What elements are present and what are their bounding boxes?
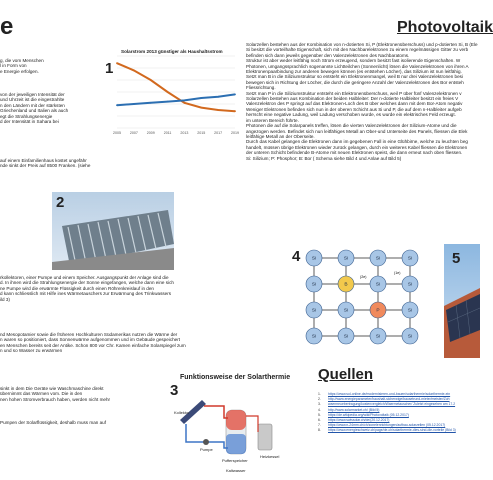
reference-url[interactable]: https://www.swissolar.ch/de/(20.12.2017)	[328, 418, 390, 423]
x-tick-label: 2005	[113, 131, 121, 135]
collector-illustration	[52, 192, 174, 270]
atom-label: Si	[343, 308, 349, 314]
text-line: Si: Silizium; P: Phosphor; B: Bor ( Schema siehe Bild 4 und Anlae auf Bild 5)	[246, 155, 402, 161]
atom-label: Si	[407, 282, 413, 288]
text-line: herrscht eine negative Ladung, weil Ladung verschoben wurde, es wurde ein elektrisches Feld erzeugt.	[246, 112, 456, 118]
label-pufferspeicher: Pufferspeicher	[222, 458, 248, 463]
label-kollektor: Kollektor	[174, 410, 190, 415]
data-point	[184, 100, 186, 102]
atom-label: Si	[407, 256, 413, 262]
text-line: Fliessrichtung.	[246, 85, 276, 91]
text-line: Photonen, umgangssprachlich sogenannte Lichtteilchen (Sonnenlicht) lösen die Valenzelektronen von ihren A	[246, 63, 469, 69]
figure-3-number: 3	[170, 382, 179, 399]
atom-label: Si	[375, 334, 381, 340]
text-line: Weniger Elektronen befinden sich nun in der oberen Schicht aus Si und P, die auf dem n-Halbleiter aufgeb	[246, 106, 462, 112]
figure-1-chart	[103, 42, 241, 140]
chart-plot	[103, 42, 241, 140]
data-point	[116, 62, 118, 64]
data-point	[133, 70, 135, 72]
data-point	[150, 79, 152, 81]
text-line: Valenzelektron des P springt auf das Elektronen-Loch des B über welches dann mit dem Bor-Atom negativ	[246, 101, 463, 107]
data-point	[217, 109, 219, 111]
rooftop-illustration	[444, 244, 480, 358]
reference-url[interactable]: https://www.energieschweiz.ch/page/de-ch/solarthermie-dies-sind-die-vorteile (Bild 3)	[328, 428, 456, 433]
figure-4-silicon-lattice	[290, 244, 438, 358]
text-block-2: von der jeweiligen Intensität der und Uhrzeit ist die eingestrahlte n den Ländern mit der stärksten Griechenland und Italien als auch egt die Strahlungsenergie d der Intensität in Sahara bei	[0, 92, 69, 125]
atom-label: Si	[407, 308, 413, 314]
reference-url[interactable]: https://www.sol-online.de/modernisieren-und-bauen/solarthermie/solarthermie-ein	[328, 392, 451, 396]
data-point	[167, 101, 169, 103]
atom-label: Si	[311, 282, 317, 288]
reference-number: 8.	[318, 428, 321, 433]
quellen-heading: Quellen	[318, 366, 374, 383]
data-point	[200, 107, 202, 109]
atom-label: Si	[343, 334, 349, 340]
data-point	[234, 110, 236, 112]
x-tick-label: 2013	[180, 131, 189, 135]
text-line: Si besitzt die vorteilhafte Eigenschaft, sich mit den Nachbarelektronen zu einem regelmässigen Gitter zu verb	[246, 47, 469, 53]
atom-label: Si	[375, 282, 381, 288]
diagram-title: Funktionsweise der Solarthermie	[180, 374, 291, 381]
text-block-7: Pumpen der Solarflüssigkeit, deshalb muss man auf	[0, 420, 106, 425]
data-point	[184, 102, 186, 104]
text-line: Solarzellen bestehen aus Kombination der beiden Halbleiter: Der n-dotierte Halbleiter besitzt ein freies V	[246, 96, 459, 102]
figure-4-number: 4	[292, 248, 301, 265]
reference-link[interactable]	[318, 428, 480, 433]
photovoltaik-heading: Photovoltaik	[397, 19, 493, 36]
atom-label: B	[344, 282, 348, 288]
atom-label: Si	[311, 334, 317, 340]
label-kaltwasser: Kaltwasser	[226, 468, 246, 473]
label-heizkessel: Heizkessel	[260, 454, 280, 459]
x-tick-label: 2007	[129, 131, 138, 135]
electron-label: (2e)	[360, 275, 367, 279]
reference-number: 6.	[318, 418, 321, 423]
figure-3-solarthermie-diagram	[166, 372, 291, 478]
text-line: befinden sich dann jeweils gegenüber den Valenzelektronen des Nachbaratoms.	[246, 52, 410, 58]
reference-url[interactable]: https://de.wikipedia.org/wiki/Photovoltaik (05.12.2017)	[328, 412, 409, 417]
text-line: Struktur ist aber weder leitfähig noch Strom erzeugend, sondern besitzt fast isolierende Eigenschaften. W	[246, 58, 461, 64]
text-line: Solarzellen bestehen aus der Kombination von n-dotierten Si, P (Elektronenüberschuss) und p-dotierten Si, B (Ele	[246, 42, 478, 47]
x-tick-label: 2009	[146, 131, 155, 135]
reference-number: 3.	[318, 402, 321, 407]
text-block-5: nd Mesopotamier sowie die früheren Hochkulturen Südamerikas nutzen die Wärme der n waren so positioniert, dass Sonnenwärme aufgenommen und im Gebäude gespeichert en Menschen bereits seit der Antike. Schon 800 vor Chr. Kamen einfache Solarspiegel zum n und so Wasser zu erwärmen	[0, 332, 186, 354]
text-line: Photonen die auf die Solarpanels treffen, lösen die vierten Valenzelektronen der Silizium-Atome und die	[246, 123, 457, 129]
reference-number: 7.	[318, 423, 321, 428]
chart-title: Solarstrom 2013 günstiger als Haushaltsstrom	[121, 49, 223, 54]
data-point	[133, 103, 135, 105]
data-point	[116, 104, 118, 106]
data-point	[167, 91, 169, 93]
page-title-fragment: e	[0, 13, 14, 40]
figure-1-number: 1	[105, 60, 114, 77]
atom-label: Si	[311, 256, 317, 262]
text-line: der unteren Schicht befindende B-Atome mit neuen Elektronen speist, die dann erneut nach oben fliessen.	[246, 150, 463, 156]
photovoltaik-text	[246, 42, 480, 161]
figure-2-solar-collector-photo	[52, 192, 174, 270]
text-line: leitfähige Metall an der Oberseite.	[246, 133, 315, 139]
reference-number: 5.	[318, 412, 321, 417]
reference-number: 4.	[318, 407, 321, 412]
figure-2-number: 2	[56, 194, 65, 211]
series-line	[117, 94, 235, 105]
atom-label: Si	[343, 256, 349, 262]
reference-number: 1.	[318, 392, 321, 396]
x-tick-label: 2011	[163, 131, 172, 135]
data-point	[200, 97, 202, 99]
text-line: Setzt man P in die Siliziumstruktur entsteht ein Elektronenüberschuss, weil P über fünf Valenzelektronen v	[246, 90, 462, 96]
lattice-diagram	[290, 244, 438, 358]
data-point	[217, 96, 219, 98]
x-tick-label: 2019	[231, 131, 239, 135]
text-block-3: auf einem Einfamilienhaus kostet ungefähr nde sinkt der Preis auf 8500 Franken. (siehe	[0, 158, 91, 169]
atom-label: P	[376, 308, 380, 314]
reference-number: 2.	[318, 397, 321, 402]
text-line: bewegen sich in Richtung der Löcher, die durch die geringere Anzahl der Valenzelektronen des Bor entsteh	[246, 79, 464, 85]
text-block-6: sinkt in dem Die Geräte wie Waschmaschine direkt übernimmt das Wärmen vom. Die in den nen hohen Stromverbrauch haben, werden nicht mehr	[0, 386, 111, 402]
text-line: Elektronenpaarbindung zur anderen bewegen können (es entstehen Löcher), das Silizium ist nun leitfähig.	[246, 69, 462, 75]
text-line: Setzt man B in die Siliziumstruktur so entsteht ein Elektronenmangel, weil B nur drei Valenzelektronen besi	[246, 74, 463, 80]
text-line: im unteren Bereich führte.	[246, 117, 299, 123]
atom-label: Si	[311, 308, 317, 314]
atom-label: Si	[407, 334, 413, 340]
figure-5-number: 5	[452, 250, 461, 267]
text-block-1: g, die vom Menschen l in Form von e Energie erfolgen.	[0, 58, 44, 74]
data-point	[234, 94, 236, 96]
text-block-4: rkollektoren, einer Pumpe und einem Speicher. Ausgangspunkt der Anlage sind die d. In ihnen wird die Strahlungsenergie der Sonne eingefangen, welche dann eine sich ne Pumpe wird die erwärmte Flüssigkeit durch einen Röhrenkreislauf in den d kann schliesslich mit Hilfe ines Wärmetauschers zur Erwärmung des Trinkwassers ild 3)	[0, 275, 174, 302]
reference-url[interactable]: waermeuebertragung/kostenvergleich/Waermetauscher/ Zuletzt eingesehen am 17.2	[328, 402, 456, 407]
x-tick-label: 2017	[214, 131, 223, 135]
figure-5-rooftop-photo	[444, 244, 480, 358]
label-pumpe: Pumpe	[200, 447, 213, 452]
text-line: handelt, müssen übrige Elektronen wieder zurück gelangen, durch ein weiteres Kabel fliessen die Elektronen	[246, 144, 468, 150]
atom-label: Si	[375, 256, 381, 262]
text-line: angezogen werden. Befindet sich nun leitfähiges Metall an Ober-und Unterseite des Panels, fliessen die Elek	[246, 128, 468, 134]
quellen-list	[318, 392, 480, 434]
x-tick-label: 2015	[197, 131, 206, 135]
reference-url[interactable]: https://www.n-24mm.ch/ch/zonelenrichtungen/aufbau-solarzellen (05.12.2017)	[328, 423, 446, 428]
reference-url[interactable]: http://www.energieparameter/haushalt-sicherwige/bausetrund-mieter/meister/Zuh	[328, 397, 450, 402]
data-point	[150, 102, 152, 104]
free-electron-label: (1e)	[394, 271, 401, 275]
text-line: Durch das Kabel gelangen die Elektronen dann im gegebenen Fall in eine Glühbirne, welche zu leuchten beg	[246, 139, 468, 145]
reference-url[interactable]: http://www.solarmarket.ch/ (Bild 5)	[328, 407, 380, 412]
